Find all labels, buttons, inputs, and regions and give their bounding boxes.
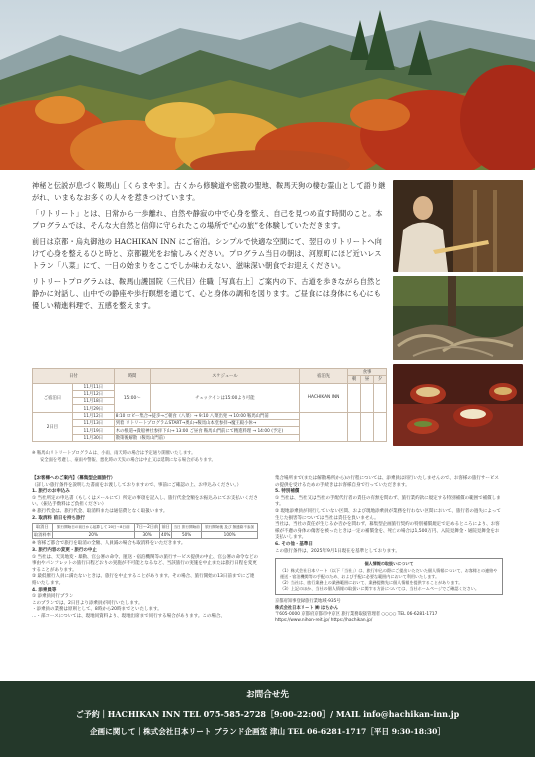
section-title: 4. 添乗員等 bbox=[32, 587, 57, 593]
note-line: ※ 鞍馬山リトリートプログラムは、小雨、雨天時の場合は予定通り開催いたします。 bbox=[32, 451, 196, 456]
header-meals: 食事 bbox=[348, 369, 387, 376]
fee-cell: 100% bbox=[202, 531, 258, 539]
planning-contact[interactable]: 企画に関して｜株式会社日本リート ブランド企画室 津山 TEL 06-6281-1717［平日 9:30-18:30］ bbox=[89, 727, 446, 736]
intro-paragraph-4: リトリートプログラムは、鞍馬山護国院（三代目）住職［写真右上］ご案内の下、古道を歩きながら自然と静かに対話し、山中での静座や歩行瞑想を通じて、心と身体の調和を図ります。ご昼食には身体にも心にも優しい精進料理で、五感を整えます。 bbox=[32, 277, 382, 310]
section-text: ② 現地添乗員が同行していない区間、および現地添乗員が業務を行わない区間において、旅行者の過失によって生じた損害等については当社は責任を負いません。 bbox=[275, 508, 501, 521]
day2-schedule-line: 8:10 ロビー集合→徒歩→ご朝食（八菜）→ 9:10 八菜出発 → 10:00 鞍馬山門前 bbox=[114, 412, 299, 419]
intro-text bbox=[32, 180, 387, 316]
address-link[interactable]: https://www.nihon-reit.jp/ https://hachikan.jp/ bbox=[275, 618, 373, 624]
section-title: 1. 旅行のお申込み bbox=[32, 489, 70, 495]
header-date: 日付 bbox=[33, 369, 115, 384]
intro-paragraph-1: 神秘と伝説が息づく鞍馬山［くらまやま］。古くから修験道や密教の聖地、鞍馬天狗の棲む霊山として語り継がれ、いまもなお多くの人々を惹きつけています。 bbox=[32, 181, 386, 202]
tree-root-path-photo bbox=[393, 276, 523, 360]
section-text: このプランでは、2日目より添乗員が同行いたします。 bbox=[32, 600, 143, 606]
section-title: 3. 旅行内容の変更・旅行の中止 bbox=[32, 547, 97, 553]
day2-date: 11月13日 bbox=[72, 420, 114, 427]
day2-schedule-line: 到着 リトリートプログラムSTART→奥山→鞍馬山本堂参拝→魔王殿小休→ bbox=[114, 420, 299, 427]
schedule-notes bbox=[32, 451, 387, 464]
section-text: ① 当社は、当社又は当社の手配代行者の責任の有無を問わず、旅行業約款に規定する特別補償の範囲で補償します。 bbox=[275, 495, 501, 508]
privacy-notice-box bbox=[275, 558, 503, 595]
fee-note: ※ 客様ご都合で旅行を取消の全額、人員減の場合も取消料をいただきます。 bbox=[32, 541, 186, 547]
note-line: 安全面を考慮し、豪雨や警報、悪化時の天災の場合は中止又は延期になる場合があります。 bbox=[40, 457, 216, 463]
day1-time: 15:00〜 bbox=[114, 383, 150, 412]
company-address bbox=[275, 599, 503, 625]
day1-date: 11月29日 bbox=[72, 405, 114, 412]
fee-cell: 取消料率 bbox=[33, 531, 53, 539]
day2-label: 2日目 bbox=[33, 412, 73, 441]
section-text: …・部コースについては、現地同資料より、現地出席まで同行する場合があります。この場合、 bbox=[32, 613, 225, 619]
day1-date: 11月12日 bbox=[72, 390, 114, 397]
terms-heading: 【お客様へのご案内】（募集型企画旅行） bbox=[32, 476, 116, 481]
terms-subheading: （詳しい旅行条件を説明した書面をお渡ししておりますので、事前にご確認の上、お申込みください。） bbox=[32, 482, 242, 488]
section-text: ① 当社は、天災地変・暴動、官公署の命令、運送・宿泊機関等の旅行サービス提供の中止、官公署の命令などの事由やパンフレットの旅行日程どおりの実施が不可能となるなど、当該旅行の実施を中止または旅行日程を変更することがあります。 bbox=[32, 554, 258, 573]
header-meal-lunch: 昼 bbox=[360, 376, 373, 383]
section-text: ② 最低催行人員に満たないときは、旅行を中止することがあります。その場合、旅行開始の13日前までにご連絡いたします。 bbox=[32, 574, 255, 586]
day2-schedule-line: 散策後解散（鞍馬山門前） bbox=[114, 434, 299, 441]
fee-cell: 取消日 bbox=[33, 524, 53, 532]
day1-stay: HACHIKAN INN bbox=[300, 383, 348, 412]
section-text: 集合場所まで(または解散場所から)の行程については、添乗員は同行いたしませんので、お客様の旅行サービスの提供を受けるための手続きはお客様自身で行っていただきます。 bbox=[275, 476, 499, 488]
fee-cell: 旅行開始日の前日から起算して 20日〜8日前 bbox=[52, 524, 134, 532]
travel-terms-left bbox=[32, 476, 258, 620]
section-text: ① 添乗員同行プラン bbox=[32, 594, 74, 600]
fee-cell: 20% bbox=[52, 531, 134, 539]
fee-cell: 前日 bbox=[160, 524, 171, 532]
fee-cell: 旅行開始後 及び 無連絡不参加 bbox=[202, 524, 258, 532]
privacy-notice-title: 個人情報の取扱いについて bbox=[364, 561, 414, 567]
section-text: ※ 旅行代金は、旅行代金、取消料または通信費となく取扱います。 bbox=[32, 508, 168, 514]
fee-cell: 50% bbox=[171, 531, 201, 539]
fee-cell: 40% bbox=[160, 531, 171, 539]
shojin-meal-photo bbox=[393, 364, 523, 446]
section-text: ・添乗員の業務は原則として、8時から20時までといたします。 bbox=[32, 607, 162, 613]
header-meal-dinner: 夕 bbox=[373, 376, 386, 383]
day1-label: ご宿泊日 bbox=[33, 383, 73, 412]
reservation-contact[interactable]: ご予約｜HACHIKAN INN TEL 075-585-2728［9:00-22:00］/ MAIL info@hachikan-inn.jp bbox=[75, 709, 460, 719]
fee-cell: 当日 旅行開始前 bbox=[171, 524, 201, 532]
day2-schedule-line: 木の根道→貴船神社参拝下山→ 13:00 ご昼食 鞍馬山門前にて精進料理 → 14:00 (予定) bbox=[114, 427, 299, 434]
privacy-notice-item: （3）上記のほか、当社の個人情報の取扱いに関する方針については、当社ホームページでご確認ください。 bbox=[280, 586, 479, 592]
privacy-notice-item: （1）株式会社日本リート（以下「当社」）は、旅行申込の際にご提出いただいた個人情報について、お客様との連絡や運送・宿泊機関等の手配のため、および手配に必要な範囲内において利用いたします。 bbox=[280, 568, 498, 580]
section-text: 当社は、当社の責任が生じるか否かを問わず、募集型企画旅行契約の特別補償規定で定めるところにより、お客様が不慮の身体の傷害を被ったときは一定の補償金を、死亡の場合は1,500万円、入院見舞金・通院見舞金をお支払いします。 bbox=[275, 522, 500, 541]
intro-paragraph-2: 「リトリート」とは、日常から一歩離れ、自然や静寂の中で心身を整え、自己を見つめ直す時間のこと。本プログラムでは、そんな大自然と信仰に守られたこの場所で“心の旅”を体験していただきます。 bbox=[32, 209, 383, 230]
section-title: 2. 取消料 前日を持ち旅行 bbox=[32, 515, 85, 521]
day2-date: 11月19日 bbox=[72, 427, 114, 434]
cancellation-fee-table bbox=[32, 523, 258, 539]
travel-terms-right bbox=[275, 476, 503, 625]
header-schedule: スケジュール bbox=[150, 369, 299, 384]
fee-cell: 7日〜2日前 bbox=[134, 524, 160, 532]
privacy-notice-item: （2）当社は、旅行業務上の業務範囲において、業務提携先に個人情報を提供することがあります。 bbox=[280, 580, 463, 586]
day1-schedule: チェックインは15:00より可能 bbox=[150, 383, 299, 412]
schedule-table bbox=[32, 368, 387, 442]
address-line: 株式会社日本リート ㈱ はちかん bbox=[275, 605, 339, 611]
intro-paragraph-3: 前日は京都・烏丸御池の HACHIKAN INN にご宿泊。シンプルで快適な空間にて、翌日のリトリートへ向けて心身を整えるひと時と、京都観光をお愉しみください。プログラム当日の朝は、河原町にほど近いレストラン「八菜」にて、一日の始まりをここでしか味わえない、滋味深い朝食でお迎えください。 bbox=[32, 237, 382, 270]
section-text: ① 当社所定の申込書（もしくはメールにて）所定の事項を記入し、旅行代金全額をお振込みにてお支払いください。（振込手数料はご負担ください） bbox=[32, 495, 258, 508]
day1-date: 11月18日 bbox=[72, 398, 114, 405]
day1-date: 11月11日 bbox=[72, 383, 114, 390]
contact-footer bbox=[0, 681, 535, 757]
day2-date: 11月30日 bbox=[72, 434, 114, 441]
footer-title: お問合せ先 bbox=[246, 690, 289, 700]
day2-date: 11月12日 bbox=[72, 412, 114, 419]
hero-autumn-mountain-image bbox=[0, 0, 535, 170]
section-text: この旅行条件は、2025年9月1日現在を基準としております。 bbox=[275, 548, 400, 554]
header-time: 時間 bbox=[114, 369, 150, 384]
section-title: 5. 特別補償 bbox=[275, 489, 300, 495]
fee-cell: 30% bbox=[134, 531, 160, 539]
header-stay: 宿泊先 bbox=[300, 369, 348, 384]
section-title: 6. その他・基準日 bbox=[275, 541, 313, 547]
address-line: 京都府知事登録旅行業地域-935号 bbox=[275, 599, 341, 605]
address-line: 〒605-0000 京都府京都市中京区 旅行業務取扱管理者 ○○○○ TEL 06-6281-1717 bbox=[275, 611, 438, 617]
monk-photo bbox=[393, 180, 523, 272]
header-meal-breakfast: 朝 bbox=[348, 376, 361, 383]
